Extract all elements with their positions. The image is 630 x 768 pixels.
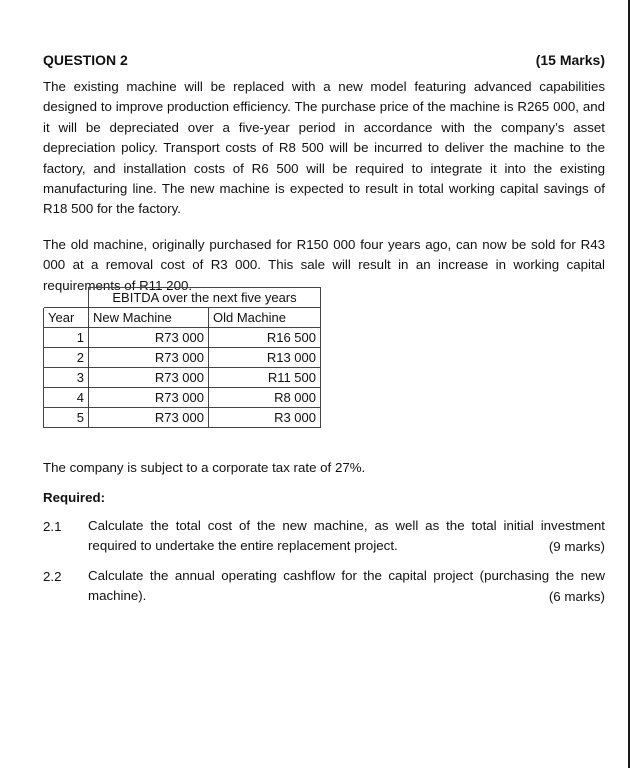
cell-old-machine: R8 000: [209, 388, 321, 408]
cell-new-machine: R73 000: [89, 388, 209, 408]
question-title: QUESTION 2: [43, 52, 128, 68]
column-header-old-machine: Old Machine: [209, 308, 321, 328]
column-header-year: Year: [44, 308, 89, 328]
table-caption-row: [44, 288, 321, 308]
cell-new-machine: R73 000: [89, 328, 209, 348]
cell-new-machine: R73 000: [89, 368, 209, 388]
required-heading: Required:: [43, 490, 106, 505]
table-corner-cell: [44, 288, 89, 308]
table-header-row: [44, 308, 321, 328]
ebitda-table: [43, 287, 321, 428]
question-header: [43, 52, 605, 70]
table-row: [44, 368, 321, 388]
subquestion-marks: (6 marks): [548, 589, 605, 604]
subquestion-marks: (9 marks): [548, 539, 605, 554]
cell-new-machine: R73 000: [89, 348, 209, 368]
subquestion-number: 2.2: [43, 569, 62, 584]
cell-old-machine: R11 500: [209, 368, 321, 388]
subquestion-text: Calculate the annual operating cashflow for the capital project (purchasing the new machine).: [88, 568, 605, 604]
table-row: [44, 328, 321, 348]
cell-new-machine: R73 000: [89, 408, 209, 428]
table-caption: EBITDA over the next five years: [89, 288, 321, 308]
table-row: [44, 348, 321, 368]
subquestion-text: Calculate the total cost of the new machine, as well as the total initial investment required to undertake the entire replacement project.: [88, 518, 605, 554]
scenario-paragraph-new-machine: The existing machine will be replaced with a new model featuring advanced capabilities designed to improve production efficiency. The purchase price of the machine is R265 000, and it will be depreciated over a five-year period in accordance with the company’s asset depreciation policy. Transport costs of R8 500 will be incurred to deliver the machine to the factory, and installation costs of R6 500 will be required to integrate it into the existing manufacturing line. The new machine is expected to result in total working capital savings of R18 500 for the factory.: [43, 79, 605, 217]
cell-old-machine: R13 000: [209, 348, 321, 368]
table-row: [44, 408, 321, 428]
tax-rate-note: The company is subject to a corporate tax rate of 27%.: [43, 460, 366, 475]
table-row: [44, 388, 321, 408]
cell-year: 1: [44, 328, 89, 348]
cell-year: 5: [44, 408, 89, 428]
cell-year: 2: [44, 348, 89, 368]
question-marks: (15 Marks): [535, 52, 605, 68]
column-header-new-machine: New Machine: [89, 308, 209, 328]
cell-old-machine: R16 500: [209, 328, 321, 348]
cell-old-machine: R3 000: [209, 408, 321, 428]
subquestion-number: 2.1: [43, 519, 62, 534]
scenario-paragraph-old-machine: The old machine, originally purchased for R150 000 four years ago, can now be sold for R43 000 at a removal cost of R3 000. This sale will result in an increase in working capital requirements of R11 200.: [43, 237, 605, 293]
cell-year: 4: [44, 388, 89, 408]
cell-year: 3: [44, 368, 89, 388]
